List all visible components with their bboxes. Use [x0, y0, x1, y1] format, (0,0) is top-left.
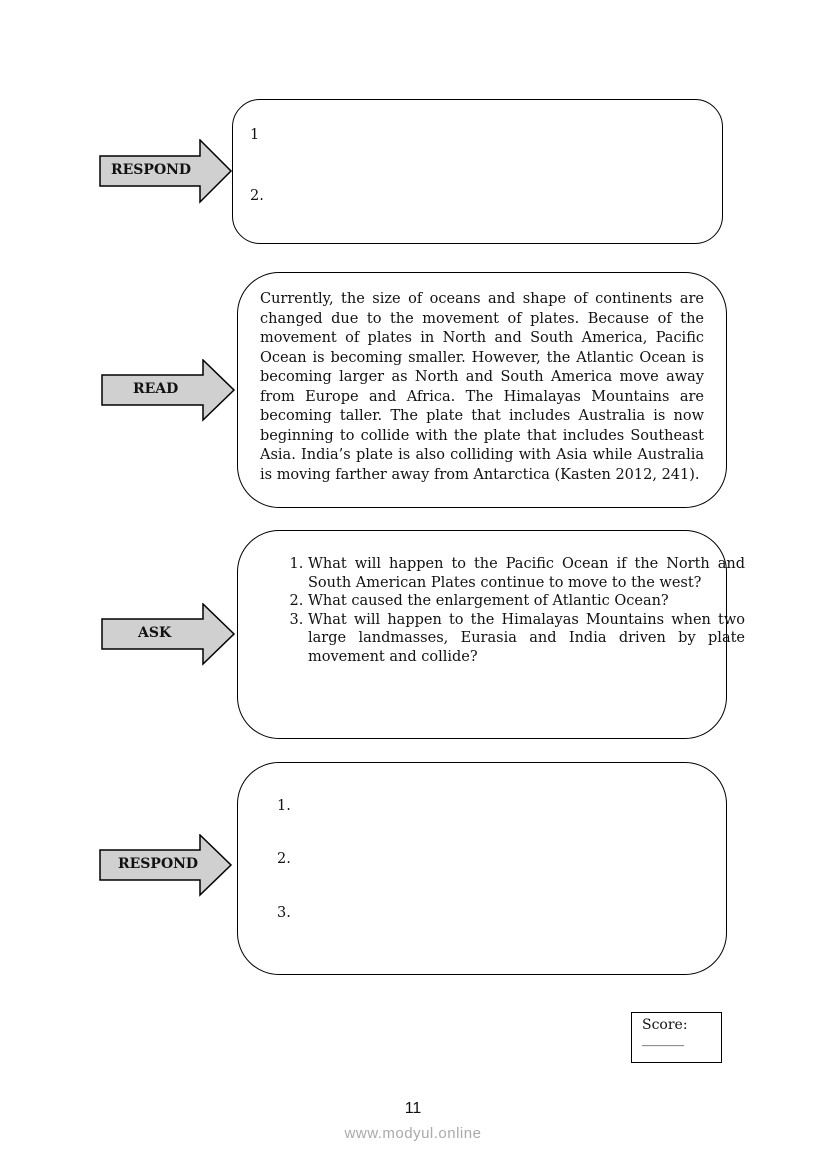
arrow-label: RESPOND: [111, 162, 192, 178]
score-blank[interactable]: ______: [642, 1031, 684, 1047]
respond-arrow-1: [99, 139, 233, 204]
question: 2. What caused the enlargement of Atlantic Ocean?: [308, 592, 745, 611]
answer-2-label: 2.: [277, 851, 291, 867]
reading-passage: Currently, the size of oceans and shape of continents are changed due to the movement of plates. Because of the movement of plates in North and South America, Pacific Ocean is becoming smaller. However, the Atlantic Ocean is becoming larger as North and South America move away from Europe and Africa. The Himalayas Mountains are becoming taller. The plate that includes Australia is now beginning to collide with the plate that includes Southeast Asia. India’s plate is also colliding with Asia while Australia is moving farther away from Antarctica (Kasten 2012, 241).: [260, 291, 704, 483]
answer-2-label: 2.: [250, 188, 264, 204]
answer-1-label: 1.: [277, 798, 291, 814]
page-number: 11: [404, 1100, 422, 1117]
arrow-label: ASK: [138, 625, 172, 641]
score-box: [631, 1012, 722, 1063]
answer-1-label: 1: [250, 127, 260, 143]
arrow-label: READ: [133, 381, 179, 397]
answer-3-label: 3.: [277, 905, 291, 921]
watermark: www.modyul.online: [344, 1125, 482, 1142]
question: 3. What will happen to the Himalayas Mountains when two large landmasses, Eurasia and India driven by plate movement and collide?: [308, 611, 745, 667]
question: 1. What will happen to the Pacific Ocean if the North and South American Plates continue to move to the west?: [308, 555, 745, 592]
read-arrow: [101, 359, 236, 422]
ask-arrow: [101, 603, 236, 666]
score-label: Score:: [642, 1017, 688, 1033]
question-list: [268, 555, 745, 666]
respond-box-2[interactable]: [237, 762, 727, 975]
respond-arrow-2: [99, 834, 233, 897]
arrow-label: RESPOND: [118, 856, 199, 872]
respond-box-1[interactable]: [232, 99, 723, 244]
